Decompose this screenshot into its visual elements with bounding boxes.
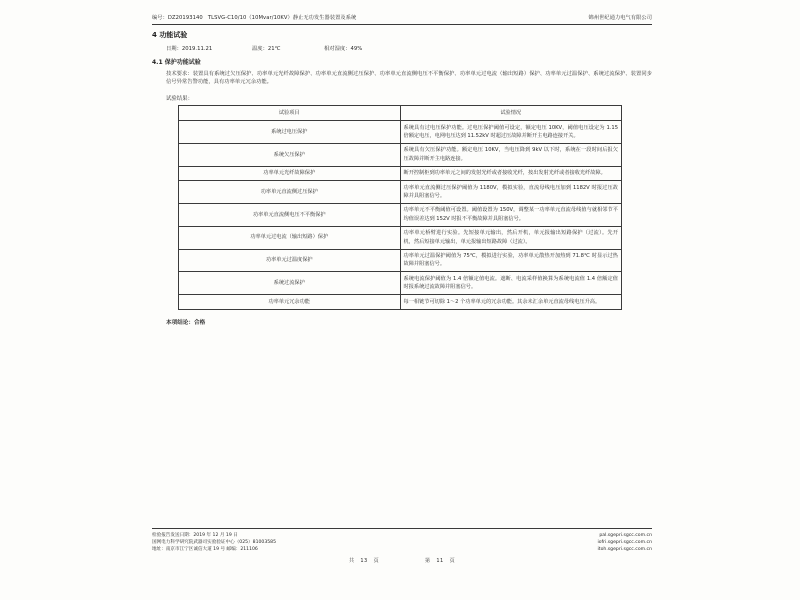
document-title: TLSVG-C10/10（10Mvar/10KV）静止无功发生器装置及系统 [207,15,357,21]
requirement-text: 装置具有系统过欠压保护、功率单元光纤故障保护、功率单元直流侧过压保护、功率单元直流侧电压不平衡保护、功率单元过电流（输出短路）保护、功率单元过温保护、系统过流保护、装置同步信号异常告警功能，具有功率单元冗余功能。 [166,70,652,86]
footer-line-3 [152,546,652,553]
row-item: 系统过电压保护 [179,121,401,144]
table-row [179,143,622,166]
document-code: 编号：DZ20193140 [152,15,203,21]
page-number: 共 13 页 第 11 页 [349,557,455,564]
row-desc: 功率单元不平衡阈值可设置。阈值设置为 150V，调整某一功率单元直流母线值与就相邻节平均值误差达到 152V 时报不平衡故障并具阻塞信号。 [400,203,622,226]
row-desc: 系统具有欠压保护功能。额定电压 10KV，当电压降到 9kV 以下时，系统在一段时间后报欠压故障并断开主电路连接。 [400,143,622,166]
row-desc: 断开控制柜到功率单元之间的发射光纤或者接收光纤，按出发射光纤或者接收光纤故障。 [400,166,622,180]
issuing-organization: 国网电力科学研究院武器司实验验证中心（025）81003585 [152,539,277,545]
row-item: 功率单元直流侧过压保护 [179,181,401,204]
conclusion-value: 合格 [193,319,206,326]
row-item: 功率单元冗余功能 [179,295,401,309]
table-row [179,181,622,204]
test-date: 日期：2019.11.21 [166,45,213,52]
conclusion-label: 本项结论： [166,319,194,326]
table-header-row [179,105,622,120]
footer-email-1: pal.sgepri.sgcc.com.cn [599,532,652,538]
row-item: 功率单元直流侧电压不平衡保护 [179,203,401,226]
table-row [179,226,622,249]
table-row [179,121,622,144]
document-footer [152,528,652,565]
table-row [179,272,622,295]
row-item: 功率单元过温度保护 [179,249,401,272]
footer-divider [152,528,652,529]
company-name: 锦州世纪通力电气有限公司 [588,15,652,21]
table-row [179,166,622,180]
issue-date: 检验报告发送日期：2019 年 12 月 19 日 [152,532,238,538]
footer-email-3: itoh.sgepri.sgcc.com.cn [597,547,652,553]
row-desc: 功率单元桥臂进行实验。先短接单元输出，然后开机，单元报输出短路保护（过流）。先开机，然后短接单元输出，单元报输出短路故障（过流）。 [400,226,622,249]
footer-line-1 [152,532,652,539]
test-temperature: 温度：21℃ [252,45,281,52]
row-desc: 功率单元直流侧过压保护阈值为 1180V，模拟实验，直流母线电压加到 1182V 时报过压故障并具阻塞信号。 [400,181,622,204]
table-row [179,203,622,226]
section-conclusion [166,318,652,326]
technical-requirement [166,70,652,87]
test-conditions [166,44,652,52]
subsection-heading: 4.1 保护功能试验 [152,58,201,66]
section-heading: 4 功能试验 [152,30,188,39]
row-item: 系统过流保护 [179,272,401,295]
footer-line-2 [152,539,652,546]
test-results-table [178,105,622,310]
row-desc: 每一相链节可切除 1～2 个功率单元的冗余功能。其余未汇余单元直流母线电压升高。 [400,295,622,309]
row-desc: 功率单元过温保护阈值为 75℃，模拟进行实验，功率单元散热开加热到 71.8℃ 时显示过热故障并阻塞信号。 [400,249,622,272]
document-header [152,14,652,21]
row-item: 功率单元过电流（输出短路）保护 [179,226,401,249]
header-divider [152,24,652,25]
footer-email-2: iofri.sgepri.sgcc.com.cn [597,539,652,545]
table-row [179,295,622,309]
table-row [179,249,622,272]
column-header-desc: 试验情况 [400,105,622,120]
results-label: 试验结果： [166,95,193,102]
address-line: 地址：南京市江宁区诚信大道 19 号 邮编：211106 [152,547,258,553]
row-item: 功率单元光纤故障保护 [179,166,401,180]
row-desc: 系统具有过电压保护功能。过电压保护阈值可设定，额定电压 10KV，阈值电压设定为 1.15 倍额定电压，电网电压达到 11.52kV 时超过压故障并断开主电路连接开关。 [400,121,622,144]
test-humidity: 相对湿度：49% [324,45,363,52]
document-body [152,14,652,326]
row-item: 系统欠压保护 [179,143,401,166]
row-desc: 系统电流保护阈值为 1.4 倍额定值电流。遮断、电流采样值换算为系统电流值 1.4 倍额定值时报系统过流故障并阻塞信号。 [400,272,622,295]
column-header-item: 试验项目 [179,105,401,120]
requirement-label: 技术要求： [166,70,193,77]
